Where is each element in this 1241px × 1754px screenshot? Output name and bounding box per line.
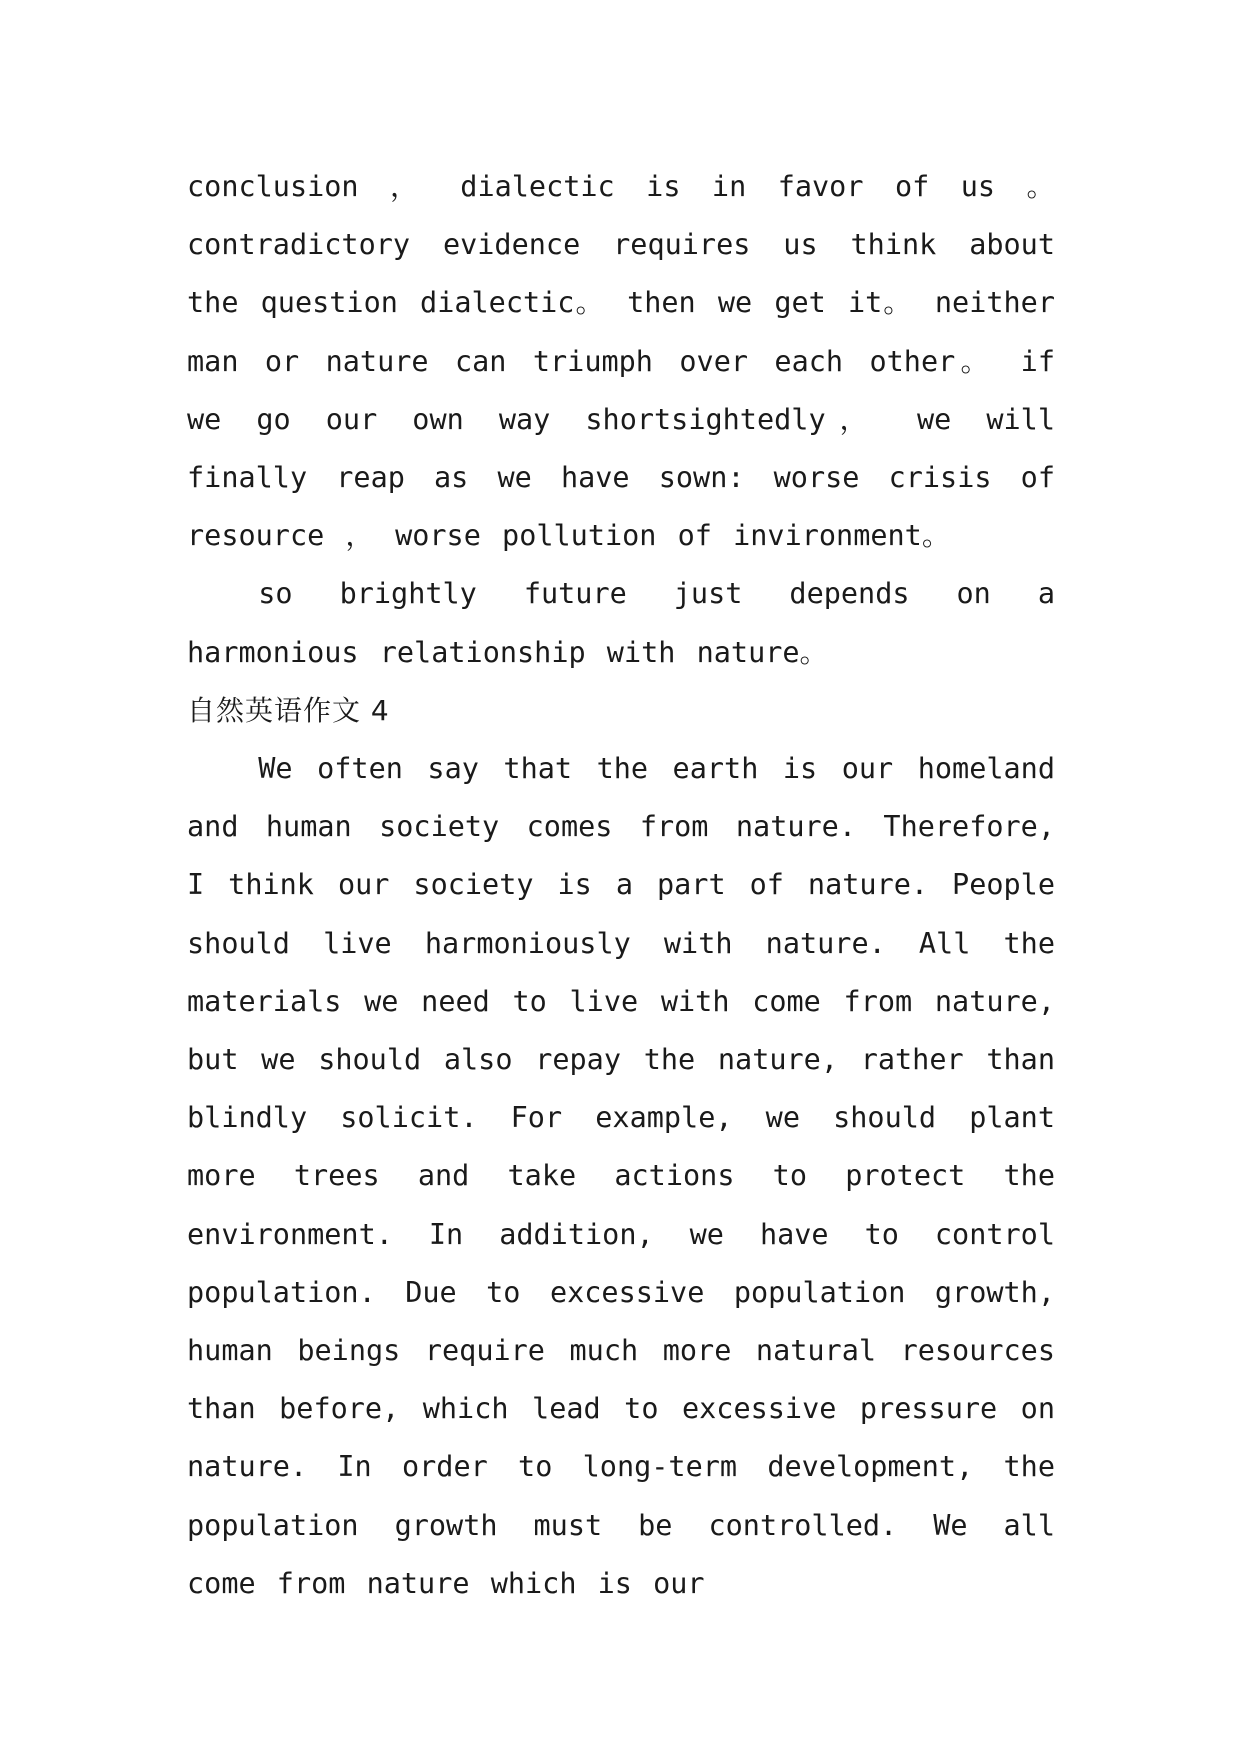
paragraph-conclusion: conclusion ， dialectic is in favor of us 。 contradictory evidence requires us think about the question dialectic。 then we get it。 neither man or nature can triumph over each other。 if we go our own way shortsightedly， we will finally reap as we have sown: worse crisis of resource ， worse pollution of invironment。 bbox=[187, 170, 1055, 553]
paragraph-essay-4: We often say that the earth is our homeland and human society comes from nature. Therefore, I think our society is a part of nature. People should live harmoniously with nature. All the materials we need to live with come from nature, but we should also repay the nature, rather than blindly solicit. For example, we should plant more trees and take actions to protect the environment. In addition, we have to control population. Due to excessive population growth, human beings require much more natural resources than before, which lead to excessive pressure on nature. In order to long-term development, the population growth must be controlled. We all come from nature which is our bbox=[187, 752, 1055, 1600]
section-heading: 自然英语作文 4 bbox=[187, 693, 390, 727]
document-body bbox=[187, 158, 1055, 1613]
paragraph-future: so brightly future just depends on a harmonious relationship with nature。 bbox=[187, 577, 1055, 669]
